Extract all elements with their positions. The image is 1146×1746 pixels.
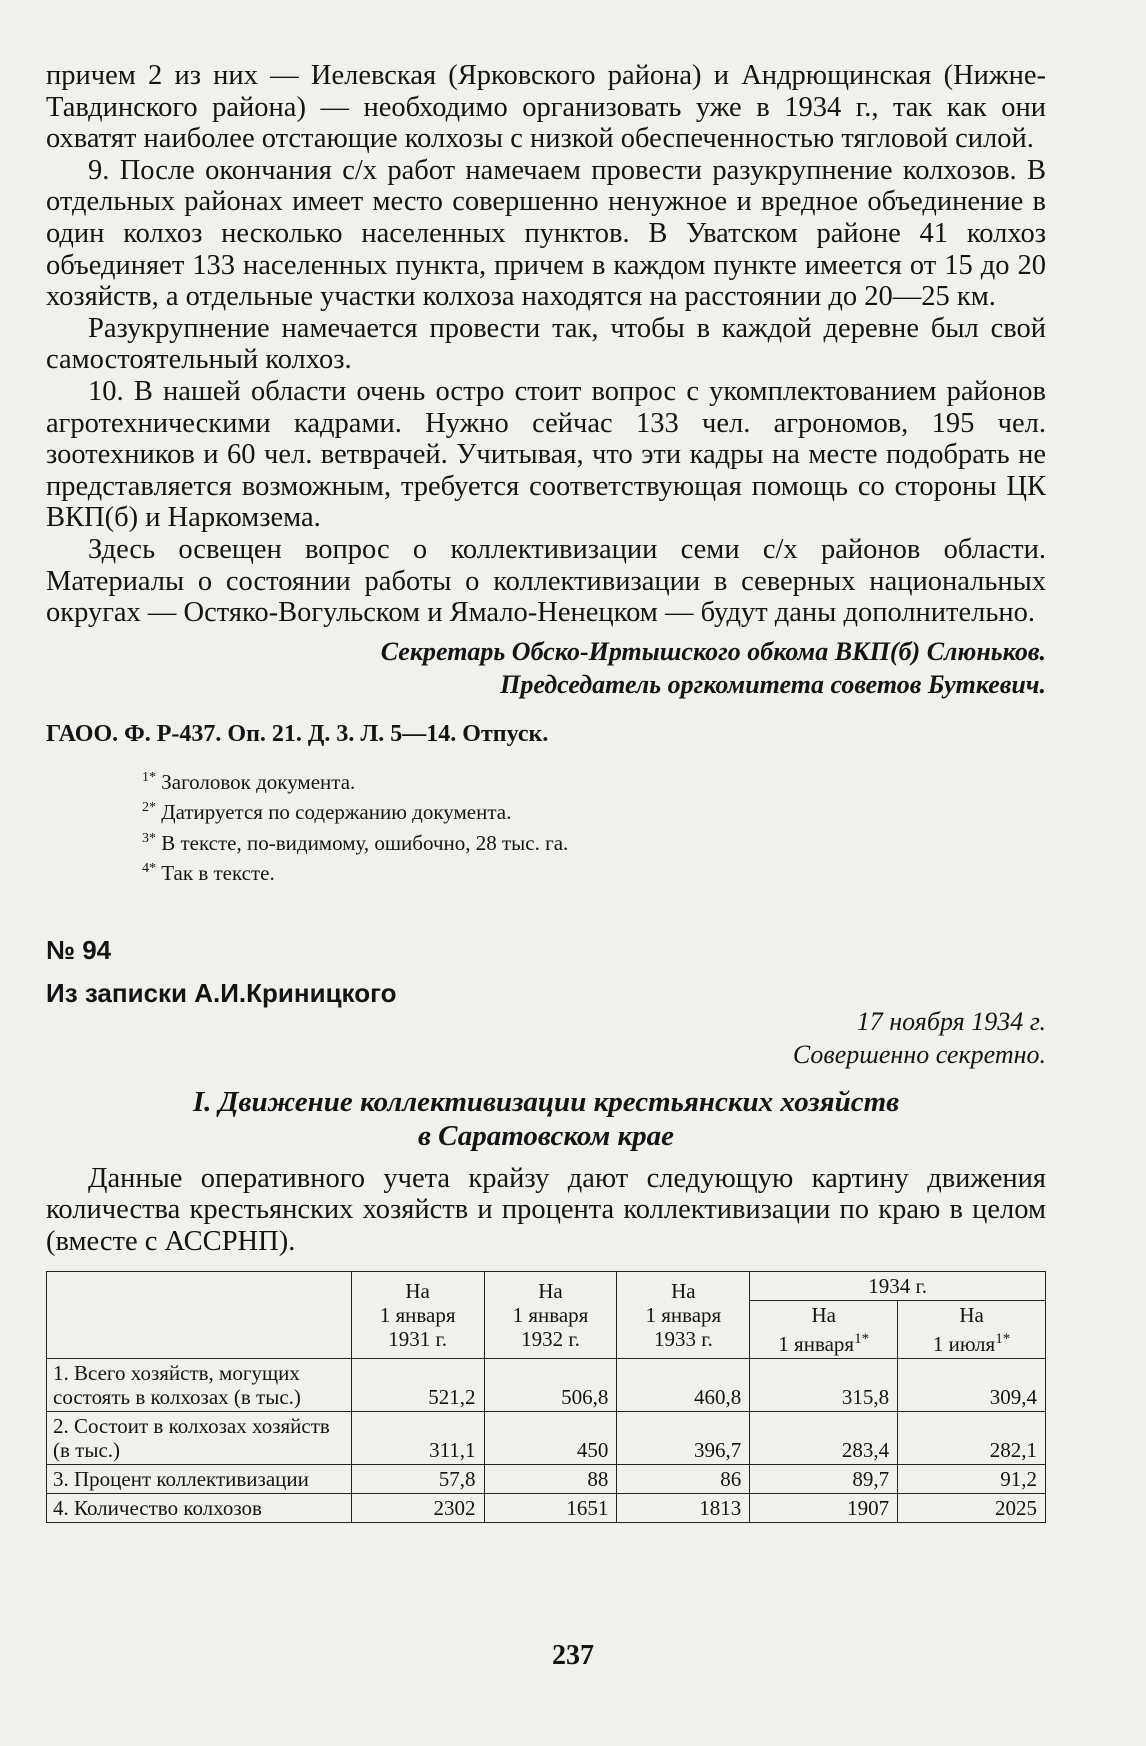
archive-source: ГАОО. Ф. Р-437. Оп. 21. Д. 3. Л. 5—14. Отпуск. <box>46 720 549 747</box>
table-row <box>47 1359 1046 1412</box>
table-row <box>47 1412 1046 1465</box>
table-cell: 86 <box>617 1465 750 1494</box>
column-header: На 1 января 1932 г. <box>484 1272 617 1359</box>
table-header-row <box>47 1272 1046 1301</box>
footnote: $^{3*}$ В тексте, по-видимому, ошибочно, 28 тыс. га. <box>142 830 569 855</box>
table-cell: 315,8 <box>750 1359 898 1412</box>
table-cell: 88 <box>484 1465 617 1494</box>
paragraph-2: 9. После окончания с/х работ намечаем провести разукрупнение колхозов. В отдельных районах имеет место совершенно ненужное и вредное объединение в один колхоз несколько населенных пунктов. В Уватском районе 41 колхоз объединяет 133 населенных пункта, причем в каждом пункте имеется от 15 до 20 хозяйств, а отдельные участки колхоза находятся на расстоянии до 20—25 км. <box>46 154 1046 313</box>
column-header: На 1 января$^{1*}$ <box>750 1301 898 1359</box>
table-cell: 2302 <box>351 1494 484 1523</box>
footnote: $^{1*}$ Заголовок документа. <box>142 769 356 794</box>
row-label: 4. Количество колхозов <box>47 1494 352 1523</box>
document-page <box>46 60 1046 1523</box>
table-cell: 282,1 <box>898 1412 1046 1465</box>
signature-chairman: Председатель оргкомитета советов Буткевич. <box>500 669 1046 699</box>
table-row <box>47 1494 1046 1523</box>
footnote: $^{4*}$ Так в тексте. <box>142 861 275 886</box>
section-heading: I. Движение коллективизации крестьянских хозяйств в Саратовском крае <box>192 1085 900 1152</box>
table-cell: 1651 <box>484 1494 617 1523</box>
document-title: Из записки А.И.Криницкого <box>46 977 397 1008</box>
signature-secretary: Секретарь Обско-Иртышского обкома ВКП(б) Слюньков. <box>380 636 1046 666</box>
footnote: $^{2*}$ Датируется по содержанию документа. <box>142 800 512 825</box>
intro-paragraph: Данные оперативного учета крайзу дают следующую картину движения количества крестьянских хозяйств и процента коллективизации по краю в целом (вместе с АССРНП). <box>46 1162 1046 1257</box>
table-cell: 460,8 <box>617 1359 750 1412</box>
table-cell: 309,4 <box>898 1359 1046 1412</box>
row-label: 3. Процент коллективизации <box>47 1465 352 1494</box>
paragraph-1: причем 2 из них — Иелевская (Ярковского района) и Андрющинская (Нижне-Тавдинского района) — необходимо организовать уже в 1934 г., так как они охватят наиболее отстающие колхозы с низкой обеспеченностью тягловой силой. <box>46 60 1046 155</box>
table-cell: 506,8 <box>484 1359 617 1412</box>
paragraph-5: Здесь освещен вопрос о коллективизации семи с/х районов области. Материалы о состоянии работы о коллективизации в северных национальных округах — Остяко-Вогульском и Ямало-Ненецком — будут даны дополнительно. <box>46 533 1046 629</box>
classification-label: Совершенно секретно. <box>792 1039 1046 1069</box>
table-cell: 1907 <box>750 1494 898 1523</box>
column-header: На 1 января 1933 г. <box>617 1272 750 1359</box>
row-label: 2. Состоит в колхозах хозяйств (в тыс.) <box>47 1412 352 1465</box>
table-cell: 311,1 <box>351 1412 484 1465</box>
row-label: 1. Всего хозяйств, могущих состоять в колхозах (в тыс.) <box>47 1359 352 1412</box>
paragraph-3: Разукрупнение намечается провести так, чтобы в каждой деревне был свой самостоятельный колхоз. <box>46 312 1046 376</box>
table-cell: 57,8 <box>351 1465 484 1494</box>
table-cell: 2025 <box>898 1494 1046 1523</box>
column-header: На 1 января 1931 г. <box>351 1272 484 1359</box>
table-cell: 91,2 <box>898 1465 1046 1494</box>
table-cell: 521,2 <box>351 1359 484 1412</box>
page-number: 237 <box>552 1640 594 1671</box>
table-cell: 1813 <box>617 1494 750 1523</box>
paragraph-4: 10. В нашей области очень остро стоит вопрос с укомплектованием районов агротехническими кадрами. Нужно сейчас 133 чел. агрономов, 195 чел. зоотехников и 60 чел. ветврачей. Учитывая, что эти кадры на месте подобрать не представляется возможным, требуется соответствующая помощь со стороны ЦК ВКП(б) и Наркомзема. <box>46 375 1046 534</box>
table-corner-cell <box>47 1272 352 1359</box>
table-cell: 396,7 <box>617 1412 750 1465</box>
table-row <box>47 1465 1046 1494</box>
signature-block <box>46 635 1046 701</box>
column-header: На 1 июля$^{1*}$ <box>898 1301 1046 1359</box>
table-cell: 89,7 <box>750 1465 898 1494</box>
table-cell: 450 <box>484 1412 617 1465</box>
document-number: № 94 <box>46 934 112 965</box>
collectivization-table <box>46 1271 1046 1523</box>
footnotes <box>142 765 1046 887</box>
column-group-header: 1934 г. <box>750 1272 1046 1301</box>
table-cell: 283,4 <box>750 1412 898 1465</box>
document-date: 17 ноября 1934 г. <box>856 1006 1046 1036</box>
